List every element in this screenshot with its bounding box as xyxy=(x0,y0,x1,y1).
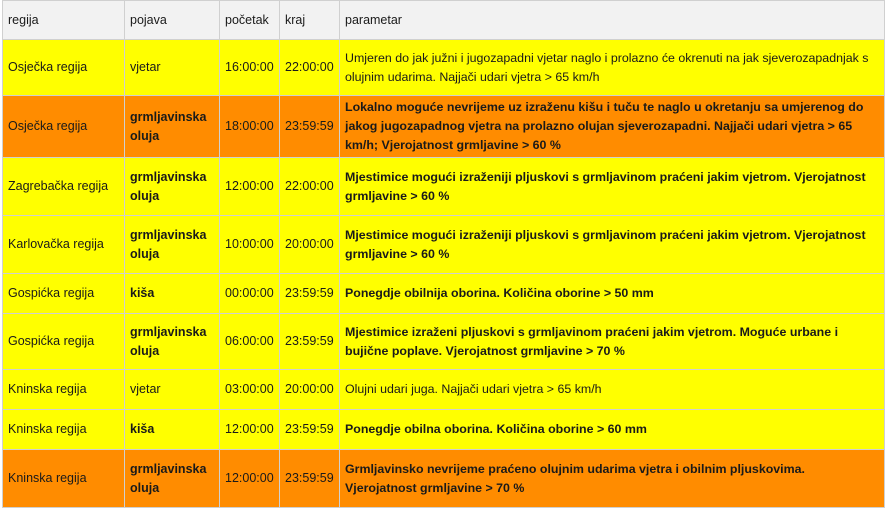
start-time-cell: 12:00:00 xyxy=(220,410,280,450)
header-pocetak: početak xyxy=(220,1,280,40)
parameter-cell: Olujni udari juga. Najjači udari vjetra > 65 km/h xyxy=(340,370,885,410)
parameter-cell: Umjeren do jak južni i jugozapadni vjetar naglo i prolazno će okrenuti na jak sjeverozapadnjak s olujnim udarima. Najjači udari vjetra > 65 km/h xyxy=(340,40,885,96)
phenomenon-cell: vjetar xyxy=(125,40,220,96)
end-time-cell: 20:00:00 xyxy=(280,370,340,410)
start-time-cell: 12:00:00 xyxy=(220,450,280,508)
header-row xyxy=(3,1,885,40)
table-row xyxy=(3,410,885,450)
parameter-cell: Mjestimice mogući izraženiji pljuskovi s grmljavinom praćeni jakim vjetrom. Vjerojatnost grmljavine > 60 % xyxy=(340,216,885,274)
parameter-cell: Grmljavinsko nevrijeme praćeno olujnim udarima vjetra i obilnim pljuskovima. Vjerojatnost grmljavine > 70 % xyxy=(340,450,885,508)
end-time-cell: 23:59:59 xyxy=(280,450,340,508)
start-time-cell: 12:00:00 xyxy=(220,158,280,216)
region-cell: Gospićka regija xyxy=(3,274,125,314)
end-time-cell: 23:59:59 xyxy=(280,314,340,370)
header-parametar: parametar xyxy=(340,1,885,40)
header-pojava: pojava xyxy=(125,1,220,40)
parameter-cell: Lokalno moguće nevrijeme uz izraženu kišu i tuču te naglo u okretanju sa umjerenog do jakog jugozapadnog vjetra na prolazno olujan sjeverozapadni. Najjači udari vjetra > 65 km/h; Vjerojatnost grmljavine > 60 % xyxy=(340,96,885,158)
region-cell: Osječka regija xyxy=(3,40,125,96)
phenomenon-cell: kiša xyxy=(125,274,220,314)
start-time-cell: 10:00:00 xyxy=(220,216,280,274)
phenomenon-cell: vjetar xyxy=(125,370,220,410)
end-time-cell: 23:59:59 xyxy=(280,96,340,158)
end-time-cell: 22:00:00 xyxy=(280,158,340,216)
end-time-cell: 20:00:00 xyxy=(280,216,340,274)
region-cell: Gospićka regija xyxy=(3,314,125,370)
table-row xyxy=(3,314,885,370)
table-row xyxy=(3,96,885,158)
phenomenon-cell: grmljavinska oluja xyxy=(125,314,220,370)
phenomenon-cell: grmljavinska oluja xyxy=(125,158,220,216)
region-cell: Kninska regija xyxy=(3,410,125,450)
parameter-cell: Ponegdje obilna oborina. Količina oborine > 60 mm xyxy=(340,410,885,450)
start-time-cell: 03:00:00 xyxy=(220,370,280,410)
table-row xyxy=(3,216,885,274)
table-row xyxy=(3,158,885,216)
table-row xyxy=(3,40,885,96)
region-cell: Zagrebačka regija xyxy=(3,158,125,216)
warnings-table xyxy=(2,0,885,508)
region-cell: Kninska regija xyxy=(3,370,125,410)
phenomenon-cell: grmljavinska oluja xyxy=(125,450,220,508)
start-time-cell: 18:00:00 xyxy=(220,96,280,158)
parameter-cell: Mjestimice izraženi pljuskovi s grmljavinom praćeni jakim vjetrom. Moguće urbane i bujične poplave. Vjerojatnost grmljavine > 70 % xyxy=(340,314,885,370)
start-time-cell: 06:00:00 xyxy=(220,314,280,370)
table-row xyxy=(3,274,885,314)
parameter-cell: Mjestimice mogući izraženiji pljuskovi s grmljavinom praćeni jakim vjetrom. Vjerojatnost grmljavine > 60 % xyxy=(340,158,885,216)
region-cell: Karlovačka regija xyxy=(3,216,125,274)
parameter-cell: Ponegdje obilnija oborina. Količina oborine > 50 mm xyxy=(340,274,885,314)
region-cell: Kninska regija xyxy=(3,450,125,508)
phenomenon-cell: grmljavinska oluja xyxy=(125,96,220,158)
header-kraj: kraj xyxy=(280,1,340,40)
start-time-cell: 00:00:00 xyxy=(220,274,280,314)
region-cell: Osječka regija xyxy=(3,96,125,158)
end-time-cell: 23:59:59 xyxy=(280,410,340,450)
header-regija: regija xyxy=(3,1,125,40)
phenomenon-cell: grmljavinska oluja xyxy=(125,216,220,274)
end-time-cell: 22:00:00 xyxy=(280,40,340,96)
table-row xyxy=(3,450,885,508)
end-time-cell: 23:59:59 xyxy=(280,274,340,314)
table-row xyxy=(3,370,885,410)
start-time-cell: 16:00:00 xyxy=(220,40,280,96)
phenomenon-cell: kiša xyxy=(125,410,220,450)
